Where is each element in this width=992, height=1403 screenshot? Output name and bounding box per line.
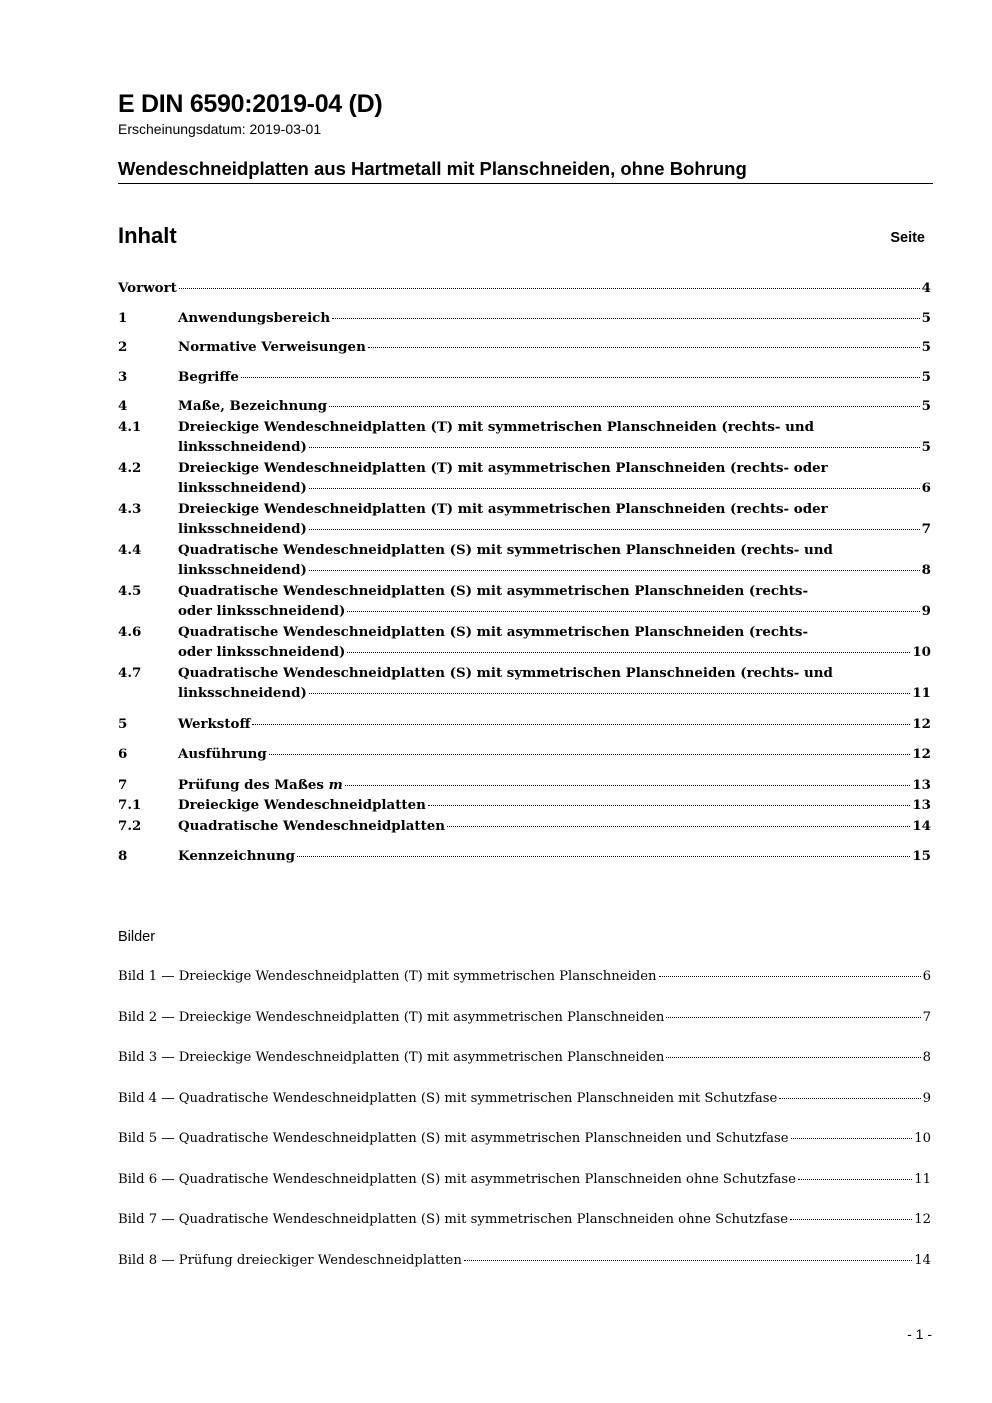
toc-entry-number: 7.1 xyxy=(118,797,142,813)
figure-entry-page: 8 xyxy=(922,1050,931,1065)
toc-entry-page: 14 xyxy=(912,817,931,834)
toc-entry[interactable] xyxy=(118,458,931,499)
toc-entry-title: Vorwort xyxy=(118,280,177,296)
toc-entry-page: 5 xyxy=(921,439,931,455)
toc-entry-title: Dreieckige Wendeschneidplatten (T) mit asymmetrischen Planschneiden (rechts- oder xyxy=(178,500,828,517)
figure-entry-page: 11 xyxy=(914,1171,931,1187)
toc-entry-page: 7 xyxy=(921,521,931,537)
toc-entry-title: Normative Verweisungen xyxy=(178,339,366,355)
toc-entry-number: 5 xyxy=(118,715,128,732)
toc-entry[interactable] xyxy=(118,581,931,622)
toc-entry-title: Quadratische Wendeschneidplatten (S) mit asymmetrischen Planschneiden (rechts- xyxy=(178,582,809,599)
figure-entry[interactable] xyxy=(118,1089,931,1130)
toc-entry-number: 4 xyxy=(118,398,128,414)
toc-entry[interactable] xyxy=(118,396,931,417)
figure-entry-page: 9 xyxy=(922,1090,931,1106)
toc-entry-page: 12 xyxy=(912,715,931,732)
dot-leader xyxy=(447,826,910,827)
toc-entry-page: 13 xyxy=(912,797,931,813)
toc-entry-number: 4.3 xyxy=(118,500,142,517)
toc-entry[interactable] xyxy=(118,795,931,816)
toc-page-column-label: Seite xyxy=(890,230,925,246)
toc-entry-title: Anwendungsbereich xyxy=(178,309,331,326)
toc-entry-page: 11 xyxy=(912,685,931,701)
dot-leader xyxy=(428,805,911,806)
toc-entry-title: oder linksschneidend) xyxy=(178,644,346,660)
dot-leader xyxy=(368,347,920,348)
page-number: - 1 - xyxy=(907,1326,932,1342)
toc-entry-page: 5 xyxy=(921,368,931,385)
dot-leader xyxy=(659,976,921,977)
toc-entry[interactable] xyxy=(118,337,931,358)
toc-entry-title: Dreieckige Wendeschneidplatten (T) mit symmetrischen Planschneiden (rechts- und xyxy=(178,418,814,435)
toc-entry-title: linksschneidend) xyxy=(178,439,307,455)
toc-entry-title: linksschneidend) xyxy=(178,685,307,701)
toc-entry-title: Quadratische Wendeschneidplatten (S) mit asymmetrischen Planschneiden (rechts- xyxy=(178,623,809,640)
toc-entry-page: 10 xyxy=(912,644,931,660)
toc-entry-number: 8 xyxy=(118,848,128,864)
toc-entry-number: 3 xyxy=(118,368,128,385)
figure-entry-title: Bild 1 — Dreieckige Wendeschneidplatten (T) mit symmetrischen Planschneiden xyxy=(118,969,657,984)
figure-entry-title: Bild 4 — Quadratische Wendeschneidplatten (S) mit symmetrischen Planschneiden mit Schutzfase xyxy=(118,1090,778,1106)
publication-date: Erscheinungsdatum: 2019-03-01 xyxy=(118,121,322,137)
figure-entry[interactable] xyxy=(118,1210,931,1251)
toc-entry[interactable] xyxy=(118,816,931,837)
dot-leader xyxy=(297,856,910,857)
toc-entry-title: linksschneidend) xyxy=(178,480,307,496)
figure-entry-title: Bild 5 — Quadratische Wendeschneidplatten (S) mit asymmetrischen Planschneiden und Schutzfase xyxy=(118,1131,789,1146)
toc-entry-number: 1 xyxy=(118,309,128,326)
toc-entry-page: 12 xyxy=(912,746,931,762)
toc-entry-title: Quadratische Wendeschneidplatten (S) mit symmetrischen Planschneiden (rechts- und xyxy=(178,664,833,681)
dot-leader xyxy=(332,318,920,319)
dot-leader xyxy=(798,1179,912,1180)
toc-entry-title: linksschneidend) xyxy=(178,521,307,537)
dot-leader xyxy=(252,724,910,725)
dot-leader xyxy=(309,693,911,694)
toc-entry[interactable] xyxy=(118,278,931,299)
toc-entry[interactable] xyxy=(118,308,931,329)
dot-leader xyxy=(309,570,920,571)
figure-entry[interactable] xyxy=(118,967,931,1008)
figure-entry[interactable] xyxy=(118,1129,931,1170)
toc-heading: Inhalt xyxy=(118,223,177,248)
toc-entry-number: 7.2 xyxy=(118,817,142,834)
toc-entry-title: Dreieckige Wendeschneidplatten xyxy=(178,797,426,813)
figure-entry-page: 12 xyxy=(914,1212,931,1227)
toc-entry[interactable] xyxy=(118,622,931,663)
toc-entry-number: 7 xyxy=(118,776,128,793)
toc-entry[interactable] xyxy=(118,417,931,458)
figures-heading: Bilder xyxy=(118,929,156,945)
dot-leader xyxy=(347,652,910,653)
toc-entry-title: Prüfung des Maßes m xyxy=(178,776,343,793)
document-title: Wendeschneidplatten aus Hartmetall mit Planschneiden, ohne Bohrung xyxy=(118,158,933,184)
toc-entry[interactable] xyxy=(118,499,931,540)
dot-leader xyxy=(179,288,920,289)
toc-entry-title: Ausführung xyxy=(178,746,267,762)
toc-entry-title: Quadratische Wendeschneidplatten (S) mit symmetrischen Planschneiden (rechts- und xyxy=(178,541,833,558)
figure-entry-page: 14 xyxy=(914,1252,931,1268)
figure-entry-title: Bild 2 — Dreieckige Wendeschneidplatten (T) mit asymmetrischen Planschneiden xyxy=(118,1009,665,1025)
toc-entry-page: 8 xyxy=(921,562,931,578)
dot-leader xyxy=(347,611,919,612)
toc-entry-number: 4.6 xyxy=(118,623,142,640)
toc-entry-number: 4.5 xyxy=(118,582,142,599)
figure-entry-page: 10 xyxy=(914,1131,931,1146)
dot-leader xyxy=(329,406,920,407)
toc-entry-number: 4.7 xyxy=(118,664,142,681)
figure-entry-title: Bild 3 — Dreieckige Wendeschneidplatten (T) mit asymmetrischen Planschneiden xyxy=(118,1050,665,1065)
figure-entry-page: 6 xyxy=(922,969,931,984)
figure-entry-title: Bild 8 — Prüfung dreieckiger Wendeschneidplatten xyxy=(118,1252,462,1268)
toc-entry[interactable] xyxy=(118,775,931,796)
toc-entry-page: 6 xyxy=(921,480,931,496)
figure-entry[interactable] xyxy=(118,1008,931,1049)
toc-entry-number: 6 xyxy=(118,746,128,762)
dot-leader xyxy=(309,447,920,448)
toc-entry-page: 5 xyxy=(921,398,931,414)
figure-entry[interactable] xyxy=(118,1170,931,1211)
toc-entry-number: 4.1 xyxy=(118,418,142,435)
toc-entry[interactable] xyxy=(118,540,931,581)
table-of-contents xyxy=(118,278,931,867)
dot-leader xyxy=(345,785,911,786)
toc-entry-number: 4.4 xyxy=(118,541,142,558)
dot-leader xyxy=(666,1017,920,1018)
toc-entry[interactable] xyxy=(118,367,931,388)
document-id: E DIN 6590:2019-04 (D) xyxy=(118,90,383,118)
figure-entry-title: Bild 6 — Quadratische Wendeschneidplatten (S) mit asymmetrischen Planschneiden ohne Schutzfase xyxy=(118,1171,796,1187)
figure-entry-page: 7 xyxy=(922,1009,931,1025)
dot-leader xyxy=(241,377,920,378)
figure-entry[interactable] xyxy=(118,1251,931,1292)
toc-entry-page: 15 xyxy=(912,848,931,864)
toc-entry-number: 4.2 xyxy=(118,459,142,476)
toc-entry-title: Werkstoff xyxy=(178,715,251,732)
toc-entry-page: 9 xyxy=(921,603,931,619)
dot-leader xyxy=(790,1219,912,1220)
toc-entry[interactable] xyxy=(118,846,931,867)
dot-leader xyxy=(309,529,920,530)
toc-entry[interactable] xyxy=(118,744,931,765)
figure-entry-title: Bild 7 — Quadratische Wendeschneidplatten (S) mit symmetrischen Planschneiden ohne Schutzfase xyxy=(118,1212,789,1227)
list-of-figures xyxy=(118,967,931,1291)
toc-entry-title: Dreieckige Wendeschneidplatten (T) mit asymmetrischen Planschneiden (rechts- oder xyxy=(178,459,828,476)
dot-leader xyxy=(666,1057,920,1058)
toc-entry-title: Quadratische Wendeschneidplatten xyxy=(178,817,446,834)
dot-leader xyxy=(309,488,920,489)
toc-entry-title: Maße, Bezeichnung xyxy=(178,398,328,414)
toc-entry[interactable] xyxy=(118,663,931,704)
dot-leader xyxy=(269,754,911,755)
toc-entry-page: 5 xyxy=(921,339,931,355)
dot-leader xyxy=(464,1260,912,1261)
toc-entry[interactable] xyxy=(118,714,931,735)
toc-entry-page: 13 xyxy=(912,776,931,793)
toc-entry-title: oder linksschneidend) xyxy=(178,603,346,619)
toc-entry-page: 5 xyxy=(921,309,931,326)
toc-entry-page: 4 xyxy=(921,280,931,296)
figure-entry[interactable] xyxy=(118,1048,931,1089)
dot-leader xyxy=(791,1138,913,1139)
toc-entry-number: 2 xyxy=(118,339,128,355)
toc-entry-title: Begriffe xyxy=(178,368,239,385)
toc-entry-title: Kennzeichnung xyxy=(178,848,296,864)
toc-entry-title: linksschneidend) xyxy=(178,562,307,578)
dot-leader xyxy=(779,1098,920,1099)
